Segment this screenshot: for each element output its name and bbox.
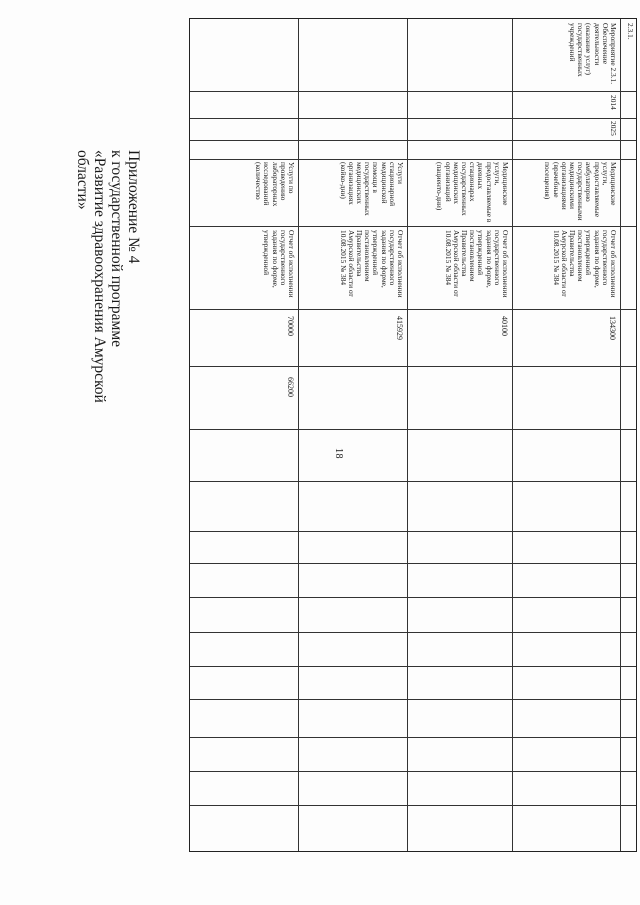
service-name: Медицинские услуги, предоставляемые в дневных стационарах государственных медицинских организаций (пациенто-дни) xyxy=(435,162,510,223)
service-source: Отчет об исполнении государственного задания по форме, утвержденной постановлением Правительства Амурской области от 10.08.2015 № 384 xyxy=(338,230,405,298)
service-source: Отчет об исполнении государственного задания по форме, утвержденной постановлением Правительства Амурской области от 10.08.2015 № 384 xyxy=(443,230,510,298)
column-separator xyxy=(190,159,636,160)
service-name: Услуги стационарной медицинской помощи в государственных медицинских организациях (койко-дни) xyxy=(338,162,405,216)
appendix-program-region: области» xyxy=(74,150,91,210)
column-separator xyxy=(190,91,636,92)
row-separator xyxy=(512,19,513,851)
appendix-heading xyxy=(74,150,142,410)
appendix-title: Приложение № 4 xyxy=(125,150,142,264)
indicators-table xyxy=(189,18,637,852)
service-source: Отчет об исполнении государственного задания по форме, утвержденной постановлением Правительства Амурской области от 10.08.2015 № 384 xyxy=(551,230,618,298)
column-separator xyxy=(190,226,636,227)
column-separator xyxy=(190,805,636,806)
column-separator xyxy=(190,666,636,667)
service-value: 415929 xyxy=(395,316,404,340)
page-number: 18 xyxy=(333,448,344,459)
row-separator xyxy=(407,19,408,851)
row-separator xyxy=(620,19,621,851)
column-separator xyxy=(190,563,636,564)
column-separator xyxy=(190,699,636,700)
column-separator xyxy=(190,429,636,430)
activity-name: Мероприятие 2.3.1. Обеспечение деятельности (оказание услуг) государственных учреждений xyxy=(567,23,618,85)
row-separator xyxy=(298,19,299,851)
year-end: 2025 xyxy=(609,121,618,136)
service-name: Услуги по проведению лабораторных исследований (количество xyxy=(254,162,296,207)
service-source: Отчет об исполнении государственного задания по форме, утвержденной xyxy=(262,230,296,298)
service-value: 70000 xyxy=(286,316,295,336)
column-separator xyxy=(190,737,636,738)
column-separator xyxy=(190,309,636,310)
column-separator xyxy=(190,118,636,119)
appendix-program-name: «Развитие здравоохранения Амурской xyxy=(91,150,108,403)
column-separator xyxy=(190,140,636,141)
column-separator xyxy=(190,632,636,633)
service-value-next-year: 66200 xyxy=(286,377,295,397)
service-name: Медицинские услуги, предоставляемые амбулаторно государственными медицинскими организациями (врачебные посещения) xyxy=(543,162,618,221)
service-value: 134300 xyxy=(608,316,617,340)
column-separator xyxy=(190,481,636,482)
column-separator xyxy=(190,771,636,772)
column-separator xyxy=(190,531,636,532)
column-separator xyxy=(190,597,636,598)
year-start: 2014 xyxy=(609,95,618,110)
row-number: 2.3.1. xyxy=(626,23,635,40)
column-separator xyxy=(190,366,636,367)
appendix-program-ref: к государственной программе xyxy=(108,150,125,348)
service-value: 40100 xyxy=(500,316,509,336)
